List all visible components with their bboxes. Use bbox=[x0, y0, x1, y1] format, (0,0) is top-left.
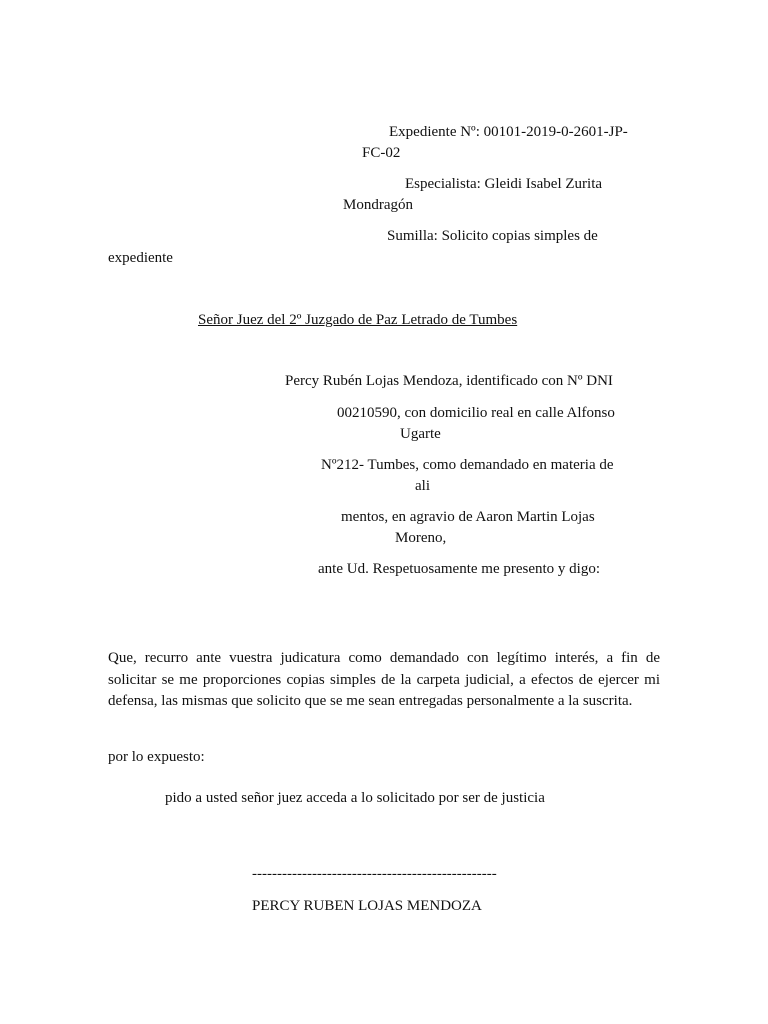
por-lo-expuesto: por lo expuesto: bbox=[108, 749, 205, 765]
signature-name: PERCY RUBEN LOJAS MENDOZA bbox=[252, 898, 482, 914]
intro-line: Nº212- Tumbes, como demandado en materia de bbox=[321, 457, 614, 473]
intro-line: mentos, en agravio de Aaron Martin Lojas bbox=[341, 509, 595, 525]
intro-line: Ugarte bbox=[400, 426, 441, 442]
request-paragraph: Que, recurro ante vuestra judicatura como demandado con legítimo interés, a fin de solicitar se me proporciones copias simples de la carpeta judicial, a efectos de ejercer mi defensa, las mismas que solicito que se me sean entregadas personalmente a la suscrita. bbox=[108, 650, 660, 709]
signature-rule: ------------------------------------------------- bbox=[252, 866, 497, 882]
intro-line: ante Ud. Respetuosamente me presento y digo: bbox=[318, 561, 601, 577]
sumilla: Sumilla: Solicito copias simples de bbox=[387, 228, 598, 244]
intro-line: 00210590, con domicilio real en calle Alfonso bbox=[337, 405, 615, 421]
petition-line: pido a usted señor juez acceda a lo solicitado por ser de justicia bbox=[165, 790, 545, 806]
intro-line: ali bbox=[415, 478, 430, 494]
addressee-heading: Señor Juez del 2º Juzgado de Paz Letrado de Tumbes bbox=[198, 312, 518, 328]
expediente-number: Expediente Nº: 00101-2019-0-2601-JP- bbox=[389, 124, 628, 140]
expediente-number-continued: FC-02 bbox=[362, 145, 401, 161]
especialista-continued: Mondragón bbox=[343, 197, 413, 213]
intro-line: Percy Rubén Lojas Mendoza, identificado con Nº DNI bbox=[285, 373, 613, 389]
intro-line: Moreno, bbox=[395, 530, 447, 546]
especialista: Especialista: Gleidi Isabel Zurita bbox=[405, 176, 603, 192]
sumilla-continued: expediente bbox=[108, 250, 173, 266]
